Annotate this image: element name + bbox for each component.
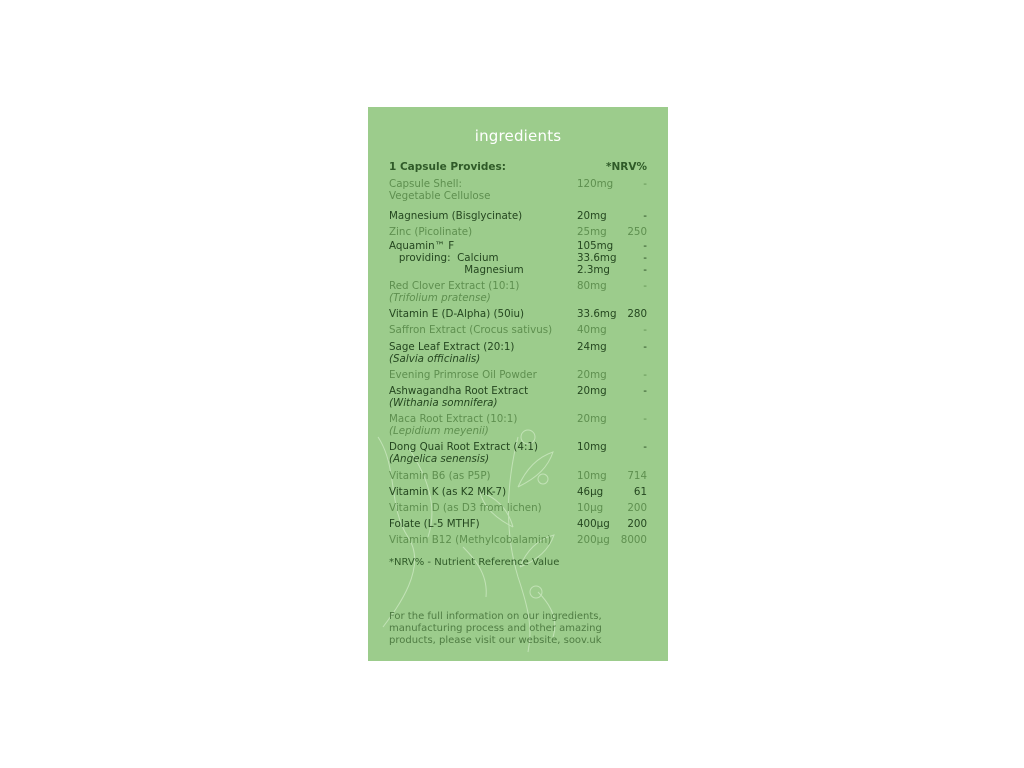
ingredient-amount: 10mg bbox=[577, 441, 607, 453]
ingredient-name: Ashwagandha Root Extract bbox=[389, 385, 529, 397]
ingredient-name: Vitamin B6 (as P5P) bbox=[389, 470, 491, 482]
ingredient-amount: 400µg bbox=[577, 518, 610, 530]
ingredient-nrv: 280 bbox=[627, 308, 647, 320]
ingredient-name: Aquamin™ F bbox=[389, 240, 455, 252]
ingredient-row bbox=[389, 502, 647, 514]
ingredient-name: Vitamin B12 (Methylcobalamin) bbox=[389, 534, 552, 546]
ingredient-nrv: 8000 bbox=[620, 534, 647, 546]
ingredient-amount: 200µg bbox=[577, 534, 610, 546]
ingredient-subname: (Lepidium meyenii) bbox=[389, 425, 489, 437]
ingredient-row bbox=[389, 385, 647, 409]
ingredient-name: Red Clover Extract (10:1) bbox=[389, 280, 520, 292]
ingredient-amount: 46µg bbox=[577, 486, 604, 498]
ingredient-amount: 120mg bbox=[577, 178, 614, 190]
ingredient-name: Magnesium bbox=[389, 264, 524, 276]
ingredient-name: Vitamin E (D-Alpha) (50iu) bbox=[389, 308, 525, 320]
ingredient-amount: 20mg bbox=[577, 413, 607, 425]
ingredient-nrv: - bbox=[643, 280, 647, 292]
ingredient-nrv: - bbox=[643, 264, 647, 276]
nrv-footnote: *NRV% - Nutrient Reference Value bbox=[389, 557, 560, 568]
ingredient-amount: 20mg bbox=[577, 210, 607, 222]
ingredient-nrv: 250 bbox=[627, 226, 647, 238]
ingredient-amount: 2.3mg bbox=[577, 264, 610, 276]
ingredient-row bbox=[389, 534, 647, 546]
ingredient-name: Vitamin K (as K2 MK-7) bbox=[389, 486, 507, 498]
ingredient-amount: 25mg bbox=[577, 226, 607, 238]
ingredient-row bbox=[389, 252, 647, 264]
ingredient-subname: (Trifolium pratense) bbox=[389, 292, 491, 304]
ingredient-row bbox=[389, 226, 647, 238]
footer-line: products, please visit our website, soov.uk bbox=[389, 635, 602, 646]
header-provides: 1 Capsule Provides: bbox=[389, 161, 506, 173]
ingredient-name: Folate (L-5 MTHF) bbox=[389, 518, 480, 530]
ingredient-name: Sage Leaf Extract (20:1) bbox=[389, 341, 515, 353]
ingredient-row bbox=[389, 280, 647, 304]
website-info bbox=[389, 611, 647, 647]
ingredient-subname: (Withania somnifera) bbox=[389, 397, 498, 409]
ingredient-amount: 20mg bbox=[577, 385, 607, 397]
ingredient-name: Vitamin D (as D3 from lichen) bbox=[389, 502, 542, 514]
ingredients-panel bbox=[368, 107, 668, 661]
ingredient-name: Maca Root Extract (10:1) bbox=[389, 413, 518, 425]
ingredient-amount: 33.6mg bbox=[577, 308, 617, 320]
decor-flower bbox=[530, 586, 542, 598]
ingredient-name: Capsule Shell: bbox=[389, 178, 462, 190]
ingredient-name: Saffron Extract (Crocus sativus) bbox=[389, 324, 553, 336]
ingredient-nrv: - bbox=[643, 441, 647, 453]
ingredient-row bbox=[389, 441, 647, 465]
ingredient-row bbox=[389, 264, 647, 276]
ingredient-name: Zinc (Picolinate) bbox=[389, 226, 473, 238]
ingredient-amount: 33.6mg bbox=[577, 252, 617, 264]
ingredient-row bbox=[389, 210, 647, 222]
ingredient-nrv: 200 bbox=[627, 518, 647, 530]
ingredient-name: providing: Calcium bbox=[389, 252, 499, 264]
ingredient-nrv: - bbox=[643, 324, 647, 336]
ingredient-nrv: 714 bbox=[627, 470, 647, 482]
table-header bbox=[389, 161, 647, 175]
ingredient-row bbox=[389, 178, 647, 202]
ingredient-row bbox=[389, 486, 647, 498]
footer-line: manufacturing process and other amazing bbox=[389, 623, 602, 634]
ingredient-nrv: - bbox=[643, 252, 647, 264]
decor-vase bbox=[378, 437, 415, 627]
ingredient-row bbox=[389, 369, 647, 381]
ingredient-row bbox=[389, 341, 647, 365]
ingredient-row bbox=[389, 470, 647, 482]
ingredient-nrv: 200 bbox=[627, 502, 647, 514]
footer-line: For the full information on our ingredients, bbox=[389, 611, 602, 622]
ingredient-name: Evening Primrose Oil Powder bbox=[389, 369, 537, 381]
panel-title: ingredients bbox=[474, 127, 562, 145]
ingredient-row bbox=[389, 324, 647, 336]
ingredient-name: Magnesium (Bisglycinate) bbox=[389, 210, 523, 222]
ingredient-name: Dong Quai Root Extract (4:1) bbox=[389, 441, 538, 453]
ingredient-amount: 24mg bbox=[577, 341, 607, 353]
ingredient-amount: 10mg bbox=[577, 470, 607, 482]
ingredient-subname: (Salvia officinalis) bbox=[389, 353, 481, 365]
ingredient-row bbox=[389, 413, 647, 437]
ingredient-nrv: - bbox=[643, 240, 647, 252]
ingredient-nrv: - bbox=[643, 210, 647, 222]
ingredient-amount: 20mg bbox=[577, 369, 607, 381]
header-nrv: *NRV% bbox=[605, 161, 647, 173]
ingredient-nrv: - bbox=[643, 413, 647, 425]
ingredient-row bbox=[389, 518, 647, 530]
ingredient-row bbox=[389, 240, 647, 252]
ingredient-subname: (Angelica senensis) bbox=[389, 453, 490, 465]
ingredient-amount: 10µg bbox=[577, 502, 604, 514]
ingredient-amount: 40mg bbox=[577, 324, 607, 336]
ingredient-nrv: - bbox=[643, 178, 647, 190]
ingredient-subname: Vegetable Cellulose bbox=[389, 190, 491, 202]
ingredient-amount: 105mg bbox=[577, 240, 614, 252]
ingredient-nrv: 61 bbox=[633, 486, 647, 498]
ingredient-row bbox=[389, 308, 647, 320]
ingredient-amount: 80mg bbox=[577, 280, 607, 292]
ingredient-nrv: - bbox=[643, 341, 647, 353]
ingredient-nrv: - bbox=[643, 369, 647, 381]
ingredient-nrv: - bbox=[643, 385, 647, 397]
decor-leaf bbox=[463, 547, 486, 597]
